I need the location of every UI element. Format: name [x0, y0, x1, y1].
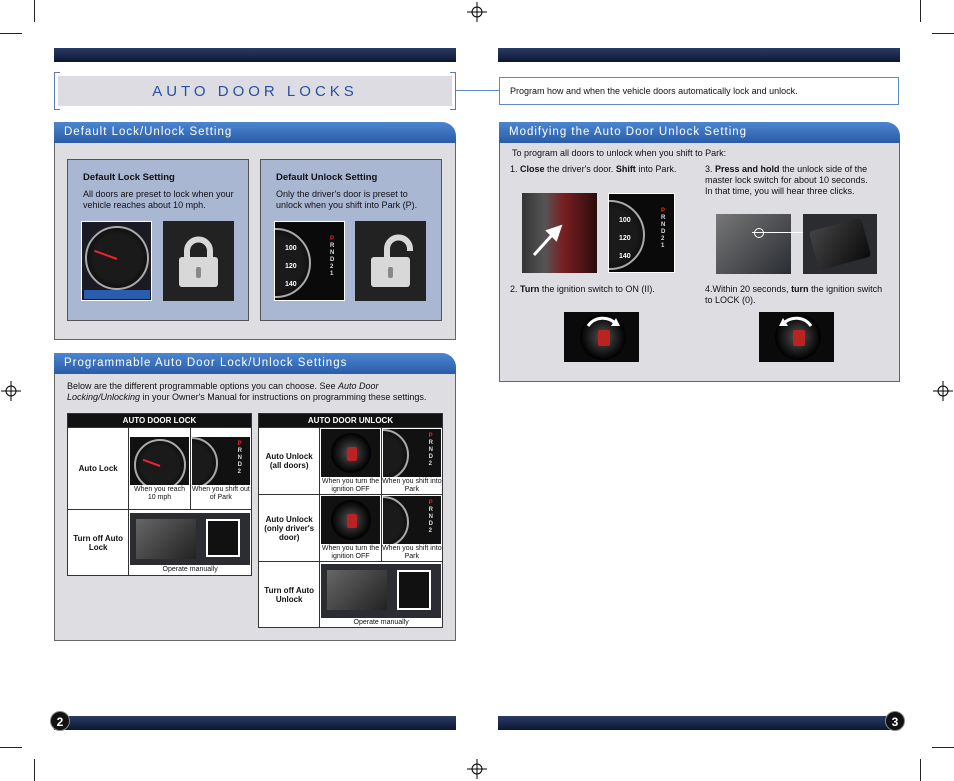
header-bar: [54, 48, 456, 62]
unlocked-padlock-image: [355, 221, 426, 301]
speedometer-thumb: [130, 437, 188, 485]
auto-lock-label: Auto Lock: [68, 428, 129, 510]
programmable-section-header: Programmable Auto Door Lock/Unlock Settings: [54, 353, 456, 374]
auto-unlock-driver-caption-2: When you shift into Park: [382, 545, 442, 560]
footer-bar: [498, 716, 900, 730]
header-bar: [498, 48, 900, 62]
arrow-icon: [522, 193, 597, 273]
rotate-arrow-icon: [759, 312, 834, 362]
gear-label: 2: [330, 264, 334, 270]
default-lock-title: Default Lock Setting: [83, 172, 175, 183]
lock-switch-thumb: [130, 513, 250, 565]
crop-mark: [932, 747, 954, 748]
auto-door-unlock-table: [258, 413, 443, 628]
lock-switch-closeup-image: [803, 214, 877, 274]
default-unlock-title: Default Unlock Setting: [276, 172, 378, 183]
rotate-arrow-icon: [564, 312, 639, 362]
ignition-thumb: [321, 429, 379, 477]
modify-lead: To program all doors to unlock when you shift to Park:: [512, 148, 727, 158]
speed-label: 140: [285, 281, 297, 288]
speedometer-image: [81, 221, 152, 301]
locked-padlock-image: [163, 221, 234, 301]
gear-label: R: [330, 243, 335, 249]
crop-mark: [0, 33, 22, 34]
crop-mark: [920, 0, 921, 22]
master-switch-image: [716, 214, 791, 274]
speed-label: 120: [285, 263, 297, 270]
crop-mark: [34, 0, 35, 22]
auto-unlock-all-caption-1: When you turn the ignition OFF: [321, 478, 380, 493]
registration-mark-icon: [1, 381, 21, 401]
registration-mark-icon: [933, 381, 953, 401]
gear-thumb: P R N D 2: [383, 429, 441, 477]
step-4: 4.Within 20 seconds, turn the ignition switch to LOCK (0).: [705, 284, 883, 305]
programmable-intro: Below are the different programmable options you can choose. See Auto Door Locking/Unlocking in your Owner's Manual for instructions on programming these settings.: [67, 381, 427, 402]
unlock-icon: [355, 221, 426, 301]
lock-switch-thumb: [321, 564, 441, 618]
page-title: AUTO DOOR LOCKS: [58, 76, 452, 106]
speed-label: 100: [285, 245, 297, 252]
crop-mark: [0, 747, 22, 748]
turn-off-auto-lock-caption: Operate manually: [129, 566, 251, 574]
auto-unlock-driver-caption-1: When you turn the ignition OFF: [321, 545, 380, 560]
ignition-lock-image: [759, 312, 834, 362]
page-number-right: 3: [885, 711, 905, 731]
lock-icon: [163, 221, 234, 301]
turn-off-auto-unlock-caption: Operate manually: [320, 619, 442, 627]
registration-mark-icon: [467, 2, 487, 22]
registration-mark-icon: [467, 759, 487, 779]
ignition-thumb: [321, 496, 379, 544]
turn-off-auto-lock-label: Turn off Auto Lock: [68, 510, 129, 576]
auto-unlock-all-caption-2: When you shift into Park: [382, 478, 442, 493]
default-lock-text: All doors are preset to lock when your vehicle reaches about 10 mph.: [83, 189, 234, 210]
callout-line: [752, 232, 804, 233]
auto-lock-caption-2: When you shift out of Park: [191, 485, 250, 501]
crop-mark: [920, 759, 921, 781]
gear-label: 1: [330, 271, 334, 277]
door-closing-image: [522, 193, 597, 273]
turn-off-auto-unlock-label: Turn off Auto Unlock: [259, 562, 320, 628]
page-number-left: 2: [50, 711, 70, 731]
step-3: 3. Press and hold the unlock side of the master lock switch for about 10 seconds. In that time, you will hear three clicks.: [705, 164, 868, 196]
crop-mark: [932, 33, 954, 34]
auto-unlock-driver-label: Auto Unlock (only driver's door): [259, 495, 320, 562]
crop-mark: [34, 759, 35, 781]
gear-thumb: P R N D 2: [383, 496, 441, 544]
default-unlock-text: Only the driver's door is preset to unlock when you shift into Park (P).: [276, 189, 418, 210]
gear-indicator-image: 100 120 140 P R N D 2 1: [608, 193, 675, 273]
lock-table-header: AUTO DOOR LOCK: [68, 414, 252, 428]
auto-unlock-all-label: Auto Unlock (all doors): [259, 428, 320, 495]
gear-indicator-image: [274, 221, 345, 301]
gear-label: D: [330, 257, 335, 263]
unlock-table-header: AUTO DOOR UNLOCK: [259, 414, 443, 428]
auto-lock-caption-1: When you reach 10 mph: [129, 486, 189, 502]
modify-section-header: Modifying the Auto Door Unlock Setting: [499, 122, 900, 143]
footer-bar: [54, 716, 456, 730]
step-2: 2. Turn the ignition switch to ON (II).: [510, 284, 655, 294]
default-section-header: Default Lock/Unlock Setting: [54, 122, 456, 143]
connector-line: [456, 90, 499, 91]
auto-door-lock-table: [67, 413, 252, 576]
gear-thumb: P R N D 2: [192, 437, 250, 485]
step-1: 1. Close the driver's door. Shift into Park.: [510, 164, 677, 174]
gear-label: P: [330, 236, 335, 242]
ignition-on-image: [564, 312, 639, 362]
intro-box: Program how and when the vehicle doors automatically lock and unlock.: [499, 77, 899, 105]
gear-label: N: [330, 250, 335, 256]
